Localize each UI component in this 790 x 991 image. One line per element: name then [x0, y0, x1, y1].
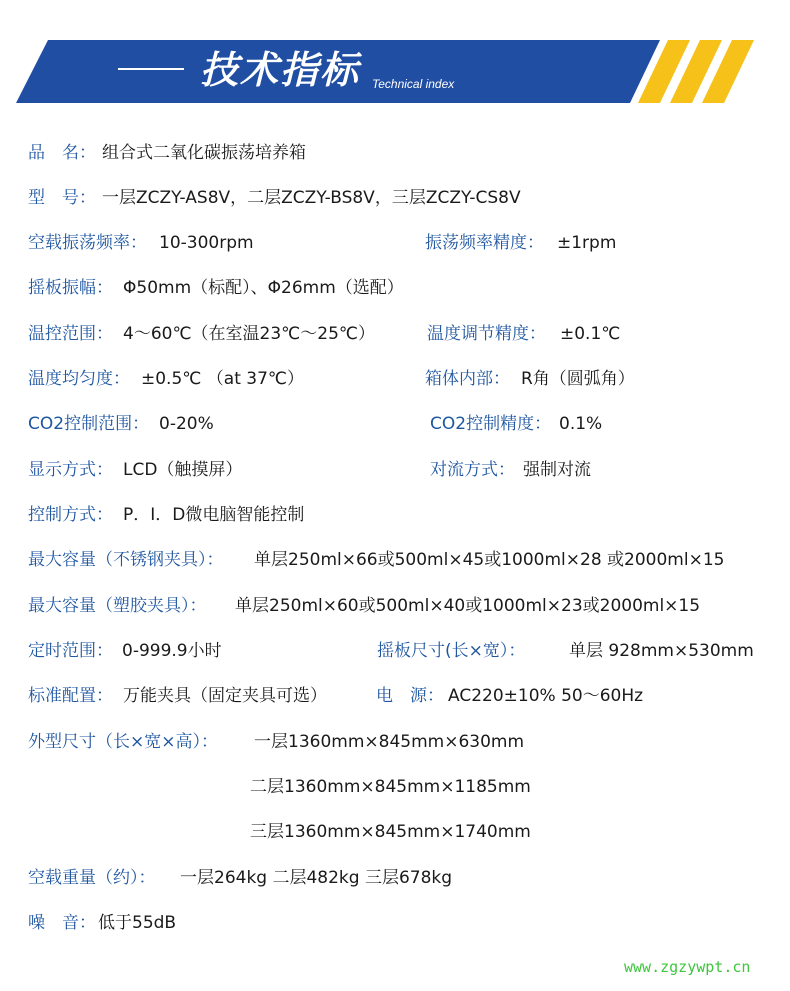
spec-row — [0, 320, 790, 348]
spec-row — [0, 456, 790, 484]
spec-row — [0, 773, 790, 801]
spec-value: 一层264kg 二层482kg 三层678kg — [180, 868, 453, 888]
spec-label: 振荡频率精度： — [425, 233, 544, 253]
spec-label: 标准配置： — [28, 686, 113, 706]
spec-row — [0, 365, 790, 393]
spec-label: 箱体内部： — [425, 369, 510, 389]
spec-label: 温度调节精度： — [427, 324, 546, 344]
spec-value: LCD（触摸屏） — [123, 460, 243, 480]
spec-label: 温度均匀度： — [28, 369, 130, 389]
spec-label: 温控范围： — [28, 324, 113, 344]
spec-label: 空载振荡频率： — [28, 233, 147, 253]
title-decoration-line — [118, 68, 184, 70]
page-title: 技术指标 — [200, 48, 361, 92]
spec-label: CO2控制精度： — [430, 414, 552, 434]
spec-label: 空载重量（约）： — [28, 868, 156, 888]
spec-value: Φ50mm（标配）、Φ26mm（选配） — [123, 278, 404, 298]
spec-value: 二层1360mm×845mm×1185mm — [250, 777, 531, 797]
spec-row — [0, 139, 790, 167]
spec-row — [0, 184, 790, 212]
spec-row — [0, 274, 790, 302]
spec-value: 单层250ml×66或500ml×45或1000ml×28 或2000ml×15 — [254, 550, 725, 570]
spec-row — [0, 546, 790, 574]
spec-label: 外型尺寸（长×宽×高）： — [28, 732, 218, 752]
spec-value: 单层250ml×60或500ml×40或1000ml×23或2000ml×15 — [235, 596, 701, 616]
spec-label: 型 号： — [28, 188, 96, 208]
spec-value: R角（圆弧角） — [521, 369, 635, 389]
spec-value: 单层 928mm×530mm — [569, 641, 754, 661]
spec-row — [0, 818, 790, 846]
spec-row — [0, 728, 790, 756]
spec-value: ±1rpm — [557, 233, 617, 253]
spec-label: 噪 音： — [28, 913, 96, 933]
spec-value: P．I．D微电脑智能控制 — [123, 505, 305, 525]
spec-row — [0, 637, 790, 665]
spec-label: 摇板振幅： — [28, 278, 113, 298]
spec-row — [0, 501, 790, 529]
banner-shape — [0, 0, 790, 120]
spec-label: CO2控制范围： — [28, 414, 150, 434]
spec-row — [0, 592, 790, 620]
spec-label: 显示方式： — [28, 460, 113, 480]
spec-label: 品 名： — [28, 143, 96, 163]
spec-label: 控制方式： — [28, 505, 113, 525]
spec-label: 最大容量（塑胶夹具）： — [28, 596, 207, 616]
spec-value: 组合式二氧化碳振荡培养箱 — [102, 143, 306, 163]
header-banner — [0, 0, 790, 120]
spec-value: ±0.5℃ （at 37℃） — [141, 369, 304, 389]
spec-value: 0.1% — [559, 414, 603, 434]
spec-value: 10-300rpm — [159, 233, 254, 253]
spec-label: 电 源： — [376, 686, 444, 706]
spec-value: 三层1360mm×845mm×1740mm — [250, 822, 531, 842]
spec-value: 4～60℃（在室温23℃～25℃） — [123, 324, 375, 344]
spec-row — [0, 229, 790, 257]
spec-label: 摇板尺寸(长×宽）： — [377, 641, 526, 661]
spec-value: AC220±10% 50～60Hz — [448, 686, 644, 706]
spec-label: 对流方式： — [430, 460, 515, 480]
spec-label: 最大容量（不锈钢夹具）： — [28, 550, 224, 570]
spec-value: 0-20% — [159, 414, 214, 434]
spec-value: 强制对流 — [523, 460, 591, 480]
spec-value: 低于55dB — [98, 913, 177, 933]
spec-value: 一层1360mm×845mm×630mm — [254, 732, 525, 752]
spec-label: 定时范围： — [28, 641, 113, 661]
spec-value: 一层ZCZY-AS8V，二层ZCZY-BS8V，三层ZCZY-CS8V — [102, 188, 521, 208]
spec-row — [0, 410, 790, 438]
spec-row — [0, 864, 790, 892]
page-subtitle: Technical index — [372, 77, 455, 91]
spec-value: 万能夹具（固定夹具可选） — [123, 686, 327, 706]
spec-value: ±0.1℃ — [560, 324, 621, 344]
spec-row — [0, 682, 790, 710]
spec-value: 0-999.9小时 — [122, 641, 222, 661]
watermark: www.zgzywpt.cn — [624, 958, 751, 976]
spec-row — [0, 909, 790, 937]
